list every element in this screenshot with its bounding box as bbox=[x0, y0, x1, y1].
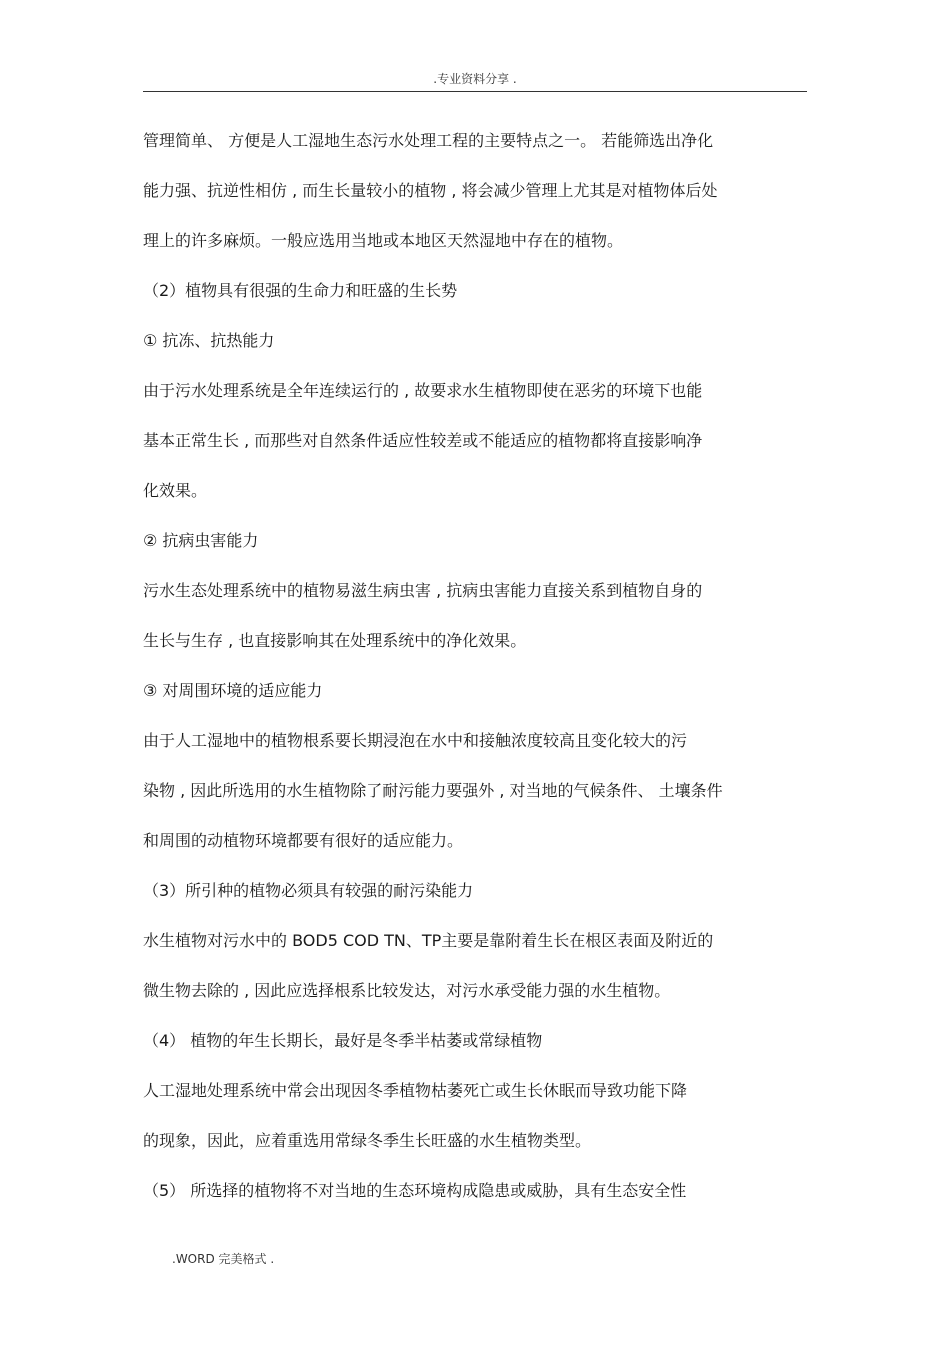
text-line: 理上的许多麻烦。一般应选用当地或本地区天然湿地中存在的植物。 bbox=[143, 231, 624, 250]
section-heading: （4） 植物的年生长期长，最好是冬季半枯萎或常绿植物 bbox=[143, 1031, 543, 1050]
text-line: 能力强、抗逆性相仿 , 而生长量较小的植物 , 将会减少管理上尤其是对植物体后处 bbox=[143, 181, 718, 200]
section-heading: （5） 所选择的植物将不对当地的生态环境构成隐患或威胁，具有生态安全性 bbox=[143, 1181, 687, 1200]
text-line: 由于污水处理系统是全年连续运行的 , 故要求水生植物即使在恶劣的环境下也能 bbox=[143, 381, 703, 400]
text-line: 生长与生存 , 也直接影响其在处理系统中的净化效果。 bbox=[143, 631, 527, 650]
subsection-heading: ① 抗冻、抗热能力 bbox=[143, 331, 275, 350]
text-line: 的现象，因此，应着重选用常绿冬季生长旺盛的水生植物类型。 bbox=[143, 1131, 592, 1150]
text-line: 污水生态处理系统中的植物易滋生病虫害 , 抗病虫害能力直接关系到植物自身的 bbox=[143, 581, 703, 600]
text-line: 微生物去除的 , 因此应选择根系比较发达，对污水承受能力强的水生植物。 bbox=[143, 981, 671, 1000]
document-body bbox=[143, 121, 811, 1221]
subsection-heading: ③ 对周围环境的适应能力 bbox=[143, 681, 323, 700]
text-line: 管理简单、 方便是人工湿地生态污水处理工程的主要特点之一。 若能筛选出净化 bbox=[143, 131, 714, 150]
text-line: 化效果。 bbox=[143, 481, 208, 500]
text-line: 水生植物对污水中的 BOD5 COD TN、TP主要是靠附着生长在根区表面及附近的 bbox=[143, 931, 714, 950]
header-divider bbox=[143, 91, 807, 92]
text-line: 和周围的动植物环境都要有很好的适应能力。 bbox=[143, 831, 464, 850]
section-heading: （2）植物具有很强的生命力和旺盛的生长势 bbox=[143, 281, 458, 300]
page-footer: .WORD 完美格式 . bbox=[172, 1252, 275, 1266]
subsection-heading: ② 抗病虫害能力 bbox=[143, 531, 259, 550]
section-heading: （3）所引种的植物必须具有较强的耐污染能力 bbox=[143, 881, 474, 900]
text-line: 基本正常生长 , 而那些对自然条件适应性较差或不能适应的植物都将直接影响净 bbox=[143, 431, 703, 450]
page-header: .专业资料分享 . bbox=[433, 72, 517, 86]
text-line: 人工湿地处理系统中常会出现因冬季植物枯萎死亡或生长休眠而导致功能下降 bbox=[143, 1081, 688, 1100]
text-line: 染物 , 因此所选用的水生植物除了耐污能力要强外 , 对当地的气候条件、 土壤条件 bbox=[143, 781, 723, 800]
text-line: 由于人工湿地中的植物根系要长期浸泡在水中和接触浓度较高且变化较大的污 bbox=[143, 731, 688, 750]
